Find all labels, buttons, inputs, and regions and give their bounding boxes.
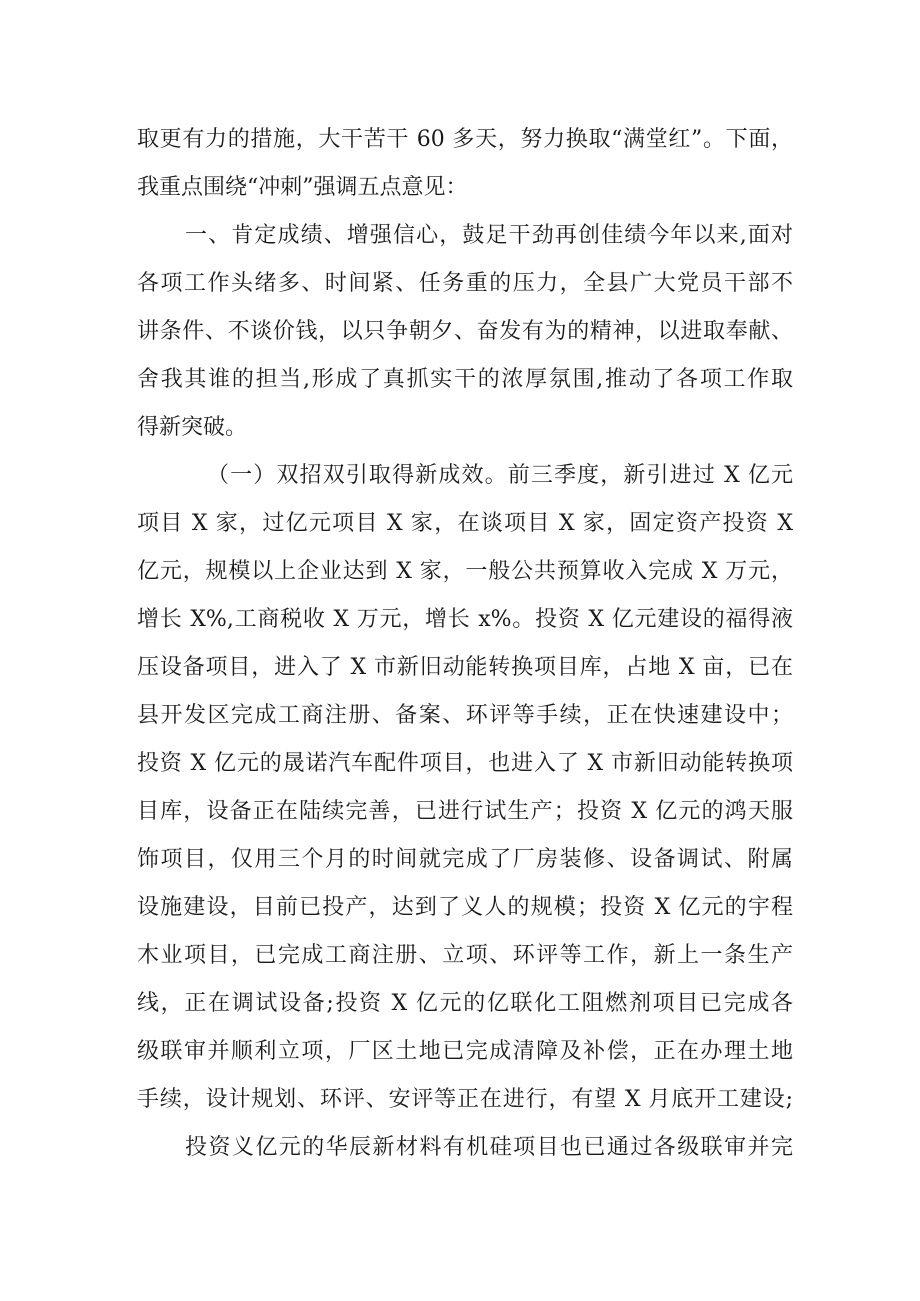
text-line: 目库，设备正在陆续完善，已进行试生产；投资 X 亿元的鸿天服 [137, 799, 793, 824]
text-line: 木业项目，已完成工商注册、立项、环评等工作，新上一条生产 [137, 943, 793, 968]
text-line: 讲条件、不谈价钱，以只争朝夕、奋发有为的精神，以进取奉献、 [137, 319, 793, 344]
text-line: 增长 X%,工商税收 X 万元，增长 x%。投资 X 亿元建设的福得液 [137, 607, 793, 632]
text-line: 县开发区完成工商注册、备案、环评等手续，正在快速建设中； [137, 703, 793, 728]
text-line: 投资 X 亿元的晟诺汽车配件项目，也进入了 X 市新旧动能转换项 [137, 751, 793, 776]
section-heading-line: 一、肯定成绩、增强信心，鼓足干劲再创佳绩今年以来,面对 [185, 223, 793, 248]
text-line: 我重点围绕“冲刺”强调五点意见： [137, 175, 468, 200]
text-line: 饰项目，仅用三个月的时间就完成了厂房装修、设备调试、附属 [137, 847, 793, 872]
text-line: 得新突破。 [137, 415, 248, 440]
subsection-heading-line: （一）双招双引取得新成效。前三季度，新引进过 X 亿元 [207, 463, 793, 488]
text-line: 项目 X 家，过亿元项目 X 家，在谈项目 X 家，固定资产投资 X [137, 511, 793, 536]
text-line: 各项工作头绪多、时间紧、任务重的压力，全县广大党员干部不 [137, 271, 793, 296]
text-line: 手续，设计规划、环评、安评等正在进行，有望 X 月底开工建设; [137, 1087, 793, 1112]
document-body [137, 116, 793, 1172]
text-line: 投资义亿元的华辰新材料有机硅项目也已通过各级联审并完 [185, 1135, 793, 1160]
text-line: 设施建设，目前已投产，达到了义人的规模；投资 X 亿元的宇程 [137, 895, 793, 920]
text-line: 压设备项目，进入了 X 市新旧动能转换项目库，占地 X 亩，已在 [137, 655, 793, 680]
text-line: 级联审并顺利立项，厂区土地已完成清障及补偿，正在办理土地 [137, 1039, 793, 1064]
text-line: 舍我其谁的担当,形成了真抓实干的浓厚氛围,推动了各项工作取 [137, 367, 793, 392]
text-line: 亿元，规模以上企业达到 X 家，一般公共预算收入完成 X 万元， [137, 559, 793, 584]
text-line: 线，正在调试设备;投资 X 亿元的亿联化工阻燃剂项目已完成各 [137, 991, 793, 1016]
text-line: 取更有力的措施，大干苦干 60 多天，努力换取“满堂红”。下面， [137, 127, 793, 152]
